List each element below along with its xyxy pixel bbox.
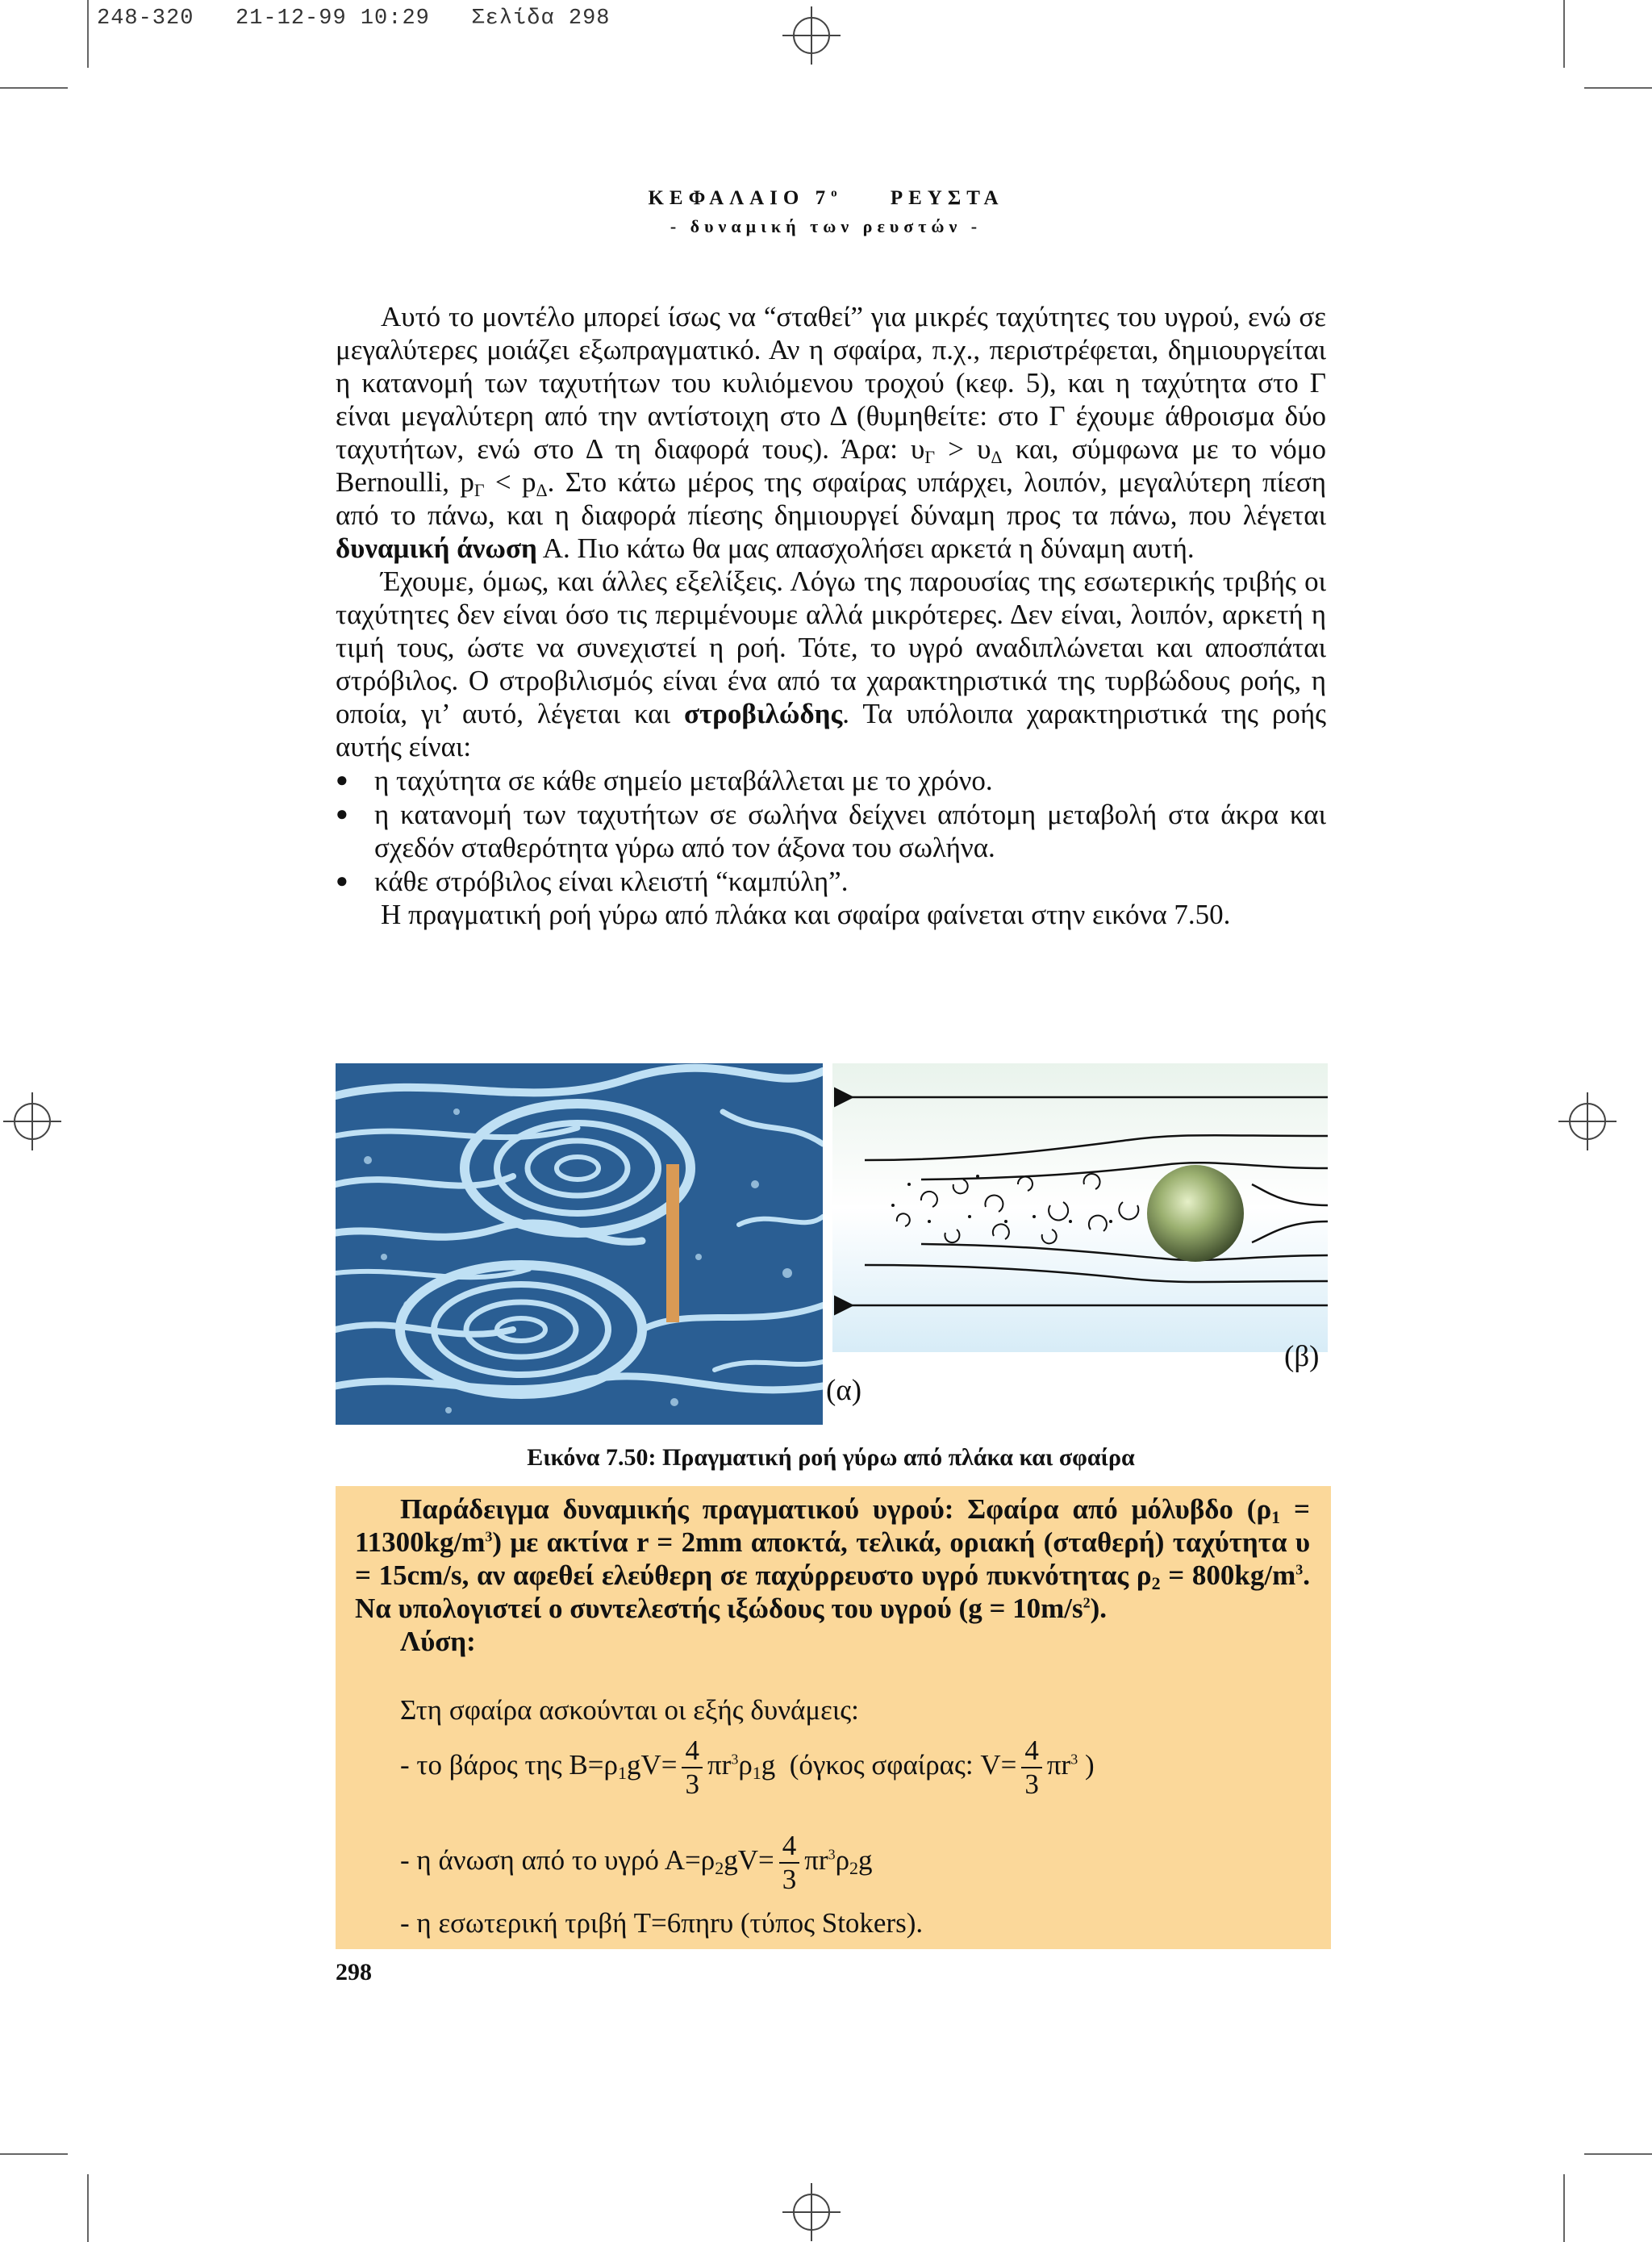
- crop-mark: [1584, 2153, 1652, 2155]
- bullet-item: ● η κατανομή των ταχυτήτων σε σωλήνα δείχνει απότομη μεταβολή στα άκρα και σχεδόν σταθερότητα γύρω από τον άξονα του σωλήνα.: [336, 797, 1326, 864]
- print-slug: 248-320 21-12-99 10:29 Σελίδα 298: [97, 6, 611, 31]
- sphere: [1147, 1165, 1244, 1262]
- figure-sphere-flow: [832, 1063, 1328, 1352]
- paragraph-3: Η πραγματική ροή γύρω από πλάκα και σφαίρα φαίνεται στην εικόνα 7.50.: [381, 899, 1231, 930]
- friction-formula: - η εσωτερική τριβή Τ=6πηrυ (τύπος Stokers).: [400, 1907, 924, 1939]
- body-text: [336, 300, 1326, 931]
- sphere-streamlines-image: [832, 1063, 1328, 1352]
- bullet-item: ● κάθε στρόβιλος είναι κλειστή “καμπύλη”.: [336, 864, 1326, 898]
- crop-mark: [1563, 0, 1565, 68]
- plate-vortex-image: [336, 1063, 823, 1425]
- crop-mark: [1563, 2174, 1565, 2242]
- example-question: Παράδειγμα δυναμικής πραγματικού υγρού: Σφαίρα από μόλυβδο $(\rho_1 = 11300kg/m^3)$ με ακτίνα r = 2mm αποκτά, τελικά, οριακή (σταθερή) ταχύτητα υ = 15cm/s, αν αφεθεί ελεύθερη σε παχύρρευστο υγρό πυκνότητας $\rho_2 = 800kg/m^3$. Να υπολογιστεί ο συντελεστής ιξώδους του υγρού $(g = 10m/s^2)$. Λύση:: [355, 1493, 1310, 1657]
- figure-label-a: (α): [826, 1374, 862, 1407]
- figure-plate-flow: [336, 1063, 823, 1425]
- paragraph-2: Έχουμε, όμως, και άλλες εξελίξεις. Λόγω της παρουσίας της εσωτερικής τριβής οι ταχύτητες δεν είναι όσο τις περιμένουμε αλλά μικρότερες. Δεν είναι, λοιπόν, αρκετή η τιμή τους, ώστε να συνεχιστεί η ροή. Τότε, το υγρό αναδιπλώνεται και αποσπάται στρόβιλος. Ο στροβιλισμός είναι ένα από τα χαρακτηριστικά της τυρβώδους ροής, η οποία, γι’ αυτό, λέγεται και στροβιλώδης. Τα υπόλοιπα χαρακτηριστικά της ροής αυτής είναι:: [336, 566, 1326, 762]
- plate-bar: [666, 1164, 679, 1322]
- registration-mark-icon: [1558, 1092, 1617, 1150]
- figure-label-b: (β): [1284, 1340, 1320, 1373]
- bullet-item: ● η ταχύτητα σε κάθε σημείο μεταβάλλεται με το χρόνο.: [336, 763, 1326, 797]
- crop-mark: [87, 0, 89, 68]
- registration-mark-icon: [782, 2183, 841, 2241]
- page-number: 298: [336, 1959, 372, 1985]
- crop-mark: [87, 2174, 89, 2242]
- buoyancy-formula: - η άνωση από το υγρό $A=\rho_2gV=$ $\frac{4}{3}$ $\pi r^3\rho_2g$: [400, 1830, 873, 1895]
- weight-formula: - το βάρος της $B=\rho_1gV=$ $\frac{4}{3}$ $\pi r^3\rho_1g$ (όγκος σφαίρας: V= $\frac{4}{3}$ $\pi r^3$ ): [400, 1735, 1095, 1800]
- crop-mark: [0, 2153, 68, 2155]
- registration-mark-icon: [3, 1092, 61, 1150]
- crop-mark: [0, 87, 68, 89]
- crop-mark: [1584, 87, 1652, 89]
- paragraph-1: Αυτό το μοντέλο μπορεί ίσως να “σταθεί” για μικρές ταχύτητες του υγρού, ενώ σε μεγαλύτερες μοιάζει εξωπραγματικό. Αν η σφαίρα, π.χ., περιστρέφεται, δημιουργείται η κατανομή των ταχυτήτων του κυλιόμενου τροχού (κεφ. 5), και η ταχύτητα στο Γ είναι μεγαλύτερη από την αντίστοιχη στο Δ (θυμηθείτε: στο Γ έχουμε άθροισμα δύο ταχυτήτων, ενώ στο Δ τη διαφορά τους). Άρα: $\upsilon_\Gamma > \upsilon_\Delta$ και, σύμφωνα με το νόμο Bernoulli, $p_\Gamma < p_\Delta$. Στο κάτω μέρος της σφαίρας υπάρχει, λοιπόν, μεγαλύτερη πίεση από το πάνω, και η διαφορά πίεσης δημιουργεί δύναμη προς τα πάνω, που λέγεται δυναμική άνωση Α. Πιο κάτω θα μας απασχολήσει αρκετά η δύναμη αυτή.: [336, 301, 1326, 564]
- chapter-header: ΚΕΦΑΛΑΙΟ $7^o$ ΡΕΥΣΤΑ: [648, 186, 1004, 209]
- figure-caption: Εικόνα 7.50: Πραγματική ροή γύρω από πλάκα και σφαίρα: [527, 1444, 1135, 1471]
- solution-label: Λύση:: [400, 1626, 476, 1657]
- chapter-subtitle: - δυναμική των ρευστών -: [670, 216, 982, 236]
- forces-intro: Στη σφαίρα ασκούνται οι εξής δυνάμεις:: [400, 1694, 859, 1726]
- registration-mark-icon: [782, 6, 841, 65]
